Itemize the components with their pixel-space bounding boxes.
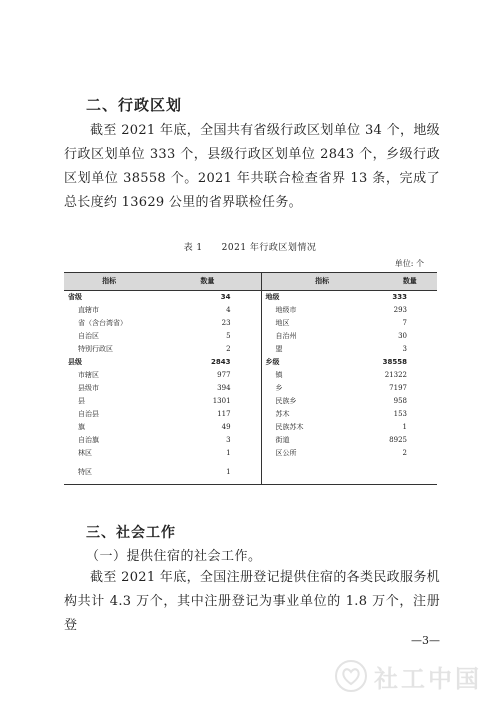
indicator-right-cell: 自治州 (275, 332, 297, 340)
indicator-left-cell: 直辖市 (78, 306, 99, 314)
quantity-left-cell: 977 (154, 369, 261, 382)
table-row (64, 382, 437, 395)
header-quantity-left: 数量 (154, 273, 261, 291)
quantity-left-cell: 1 (154, 460, 261, 485)
indicator-right-cell: 民族乡 (275, 397, 297, 405)
quantity-left-cell: 5 (154, 330, 261, 343)
quantity-right-cell: 8925 (389, 436, 407, 444)
table-row (64, 447, 437, 460)
header-indicator-left: 指标 (64, 273, 154, 291)
indicator-left-cell: 省（含台湾省） (78, 319, 127, 327)
quantity-right-cell: 153 (393, 410, 407, 418)
indicator-left-cell: 自治旗 (78, 436, 99, 444)
indicator-left-cell: 特区 (64, 460, 154, 485)
table-row (64, 395, 437, 408)
quantity-right-cell: 2 (402, 449, 407, 457)
table-header-row (64, 273, 437, 291)
indicator-right-cell: 街道 (275, 436, 290, 444)
watermark (334, 654, 484, 698)
table-row (64, 356, 437, 369)
quantity-right-cell (383, 460, 437, 485)
subsection-heading-residential: （一）提供住宿的社会工作。 (86, 549, 262, 564)
section-heading-social-work: 三、社会工作 (86, 525, 176, 541)
indicator-left-cell: 林区 (78, 449, 92, 457)
indicator-left-cell: 自治区 (78, 332, 99, 340)
social-work-paragraph: 截至 2021 年底，全国注册登记提供住宿的各类民政服务机构共计 4.3 万个，其中注册登记为事业单位的 1.8 万个，注册登 (64, 570, 440, 633)
table-body (64, 291, 437, 485)
heart-hands-logo-icon (334, 659, 368, 693)
indicator-right-cell: 苏木 (275, 410, 290, 418)
indicator-right-cell: 盟 (275, 345, 283, 353)
indicator-left-cell: 省级 (68, 293, 82, 301)
indicator-right-cell: 乡级 (265, 358, 280, 366)
quantity-right-cell: 293 (393, 306, 407, 314)
indicator-left-cell: 特别行政区 (78, 345, 113, 353)
table-row (64, 434, 437, 447)
quantity-right-cell: 1 (402, 423, 407, 431)
indicator-right-cell: 地级市 (275, 306, 297, 314)
quantity-left-cell: 2843 (154, 356, 261, 369)
quantity-left-cell: 2 (154, 343, 261, 356)
header-quantity-right: 数量 (383, 273, 437, 291)
table-unit: 单位: 个 (394, 259, 424, 268)
indicator-right-cell: 民族苏木 (275, 423, 304, 431)
table-caption: 表 1 2021 年行政区划情况 (183, 243, 317, 253)
header-indicator-right: 指标 (261, 273, 383, 291)
indicator-left-cell: 自治县 (78, 410, 99, 418)
watermark-text: 社工中国 (374, 664, 482, 693)
quantity-right-cell: 7197 (389, 384, 407, 392)
indicator-right-cell: 地级 (265, 293, 280, 301)
quantity-left-cell: 1 (154, 447, 261, 460)
admin-divisions-table (64, 272, 437, 485)
section-heading-admin-divisions: 二、行政区划 (86, 96, 183, 114)
table-row (64, 317, 437, 330)
quantity-left-cell: 117 (154, 408, 261, 421)
quantity-right-cell: 30 (398, 332, 407, 340)
quantity-right-cell: 38558 (382, 358, 407, 366)
indicator-right-cell: 乡 (275, 384, 283, 392)
table-row (64, 343, 437, 356)
admin-divisions-paragraph: 截至 2021 年底，全国共有省级行政区划单位 34 个，地级行政区划单位 333 个，县级行政区划单位 2843 个，乡级行政区划单位 38558 个。2021 年共联合检查省界 13 条，完成了总长度约 13629 公里的省界联检任务。 (64, 123, 440, 210)
quantity-right-cell: 958 (393, 397, 407, 405)
table-row (64, 291, 437, 305)
quantity-right-cell: 3 (402, 345, 407, 353)
quantity-right-cell: 21322 (384, 371, 407, 379)
quantity-left-cell: 3 (154, 434, 261, 447)
table-row (64, 369, 437, 382)
quantity-left-cell: 4 (154, 304, 261, 317)
quantity-left-cell: 49 (154, 421, 261, 434)
indicator-left-cell: 县级市 (78, 384, 99, 392)
table-row (64, 304, 437, 317)
indicator-right-cell (261, 460, 383, 485)
quantity-left-cell: 34 (154, 291, 261, 305)
indicator-left-cell: 旗 (78, 423, 85, 431)
quantity-left-cell: 394 (154, 382, 261, 395)
indicator-right-cell: 区公所 (275, 449, 297, 457)
table-row (64, 330, 437, 343)
quantity-right-cell: 333 (392, 293, 407, 301)
quantity-left-cell: 1301 (154, 395, 261, 408)
table-row (64, 460, 437, 485)
indicator-right-cell: 地区 (275, 319, 290, 327)
indicator-right-cell: 镇 (275, 371, 283, 379)
table-row (64, 421, 437, 434)
page-number: —3— (411, 634, 440, 647)
indicator-left-cell: 市辖区 (78, 371, 99, 379)
indicator-left-cell: 县 (78, 397, 85, 405)
quantity-left-cell: 23 (154, 317, 261, 330)
indicator-left-cell: 县级 (68, 358, 82, 366)
table-row (64, 408, 437, 421)
quantity-right-cell: 7 (402, 319, 407, 327)
